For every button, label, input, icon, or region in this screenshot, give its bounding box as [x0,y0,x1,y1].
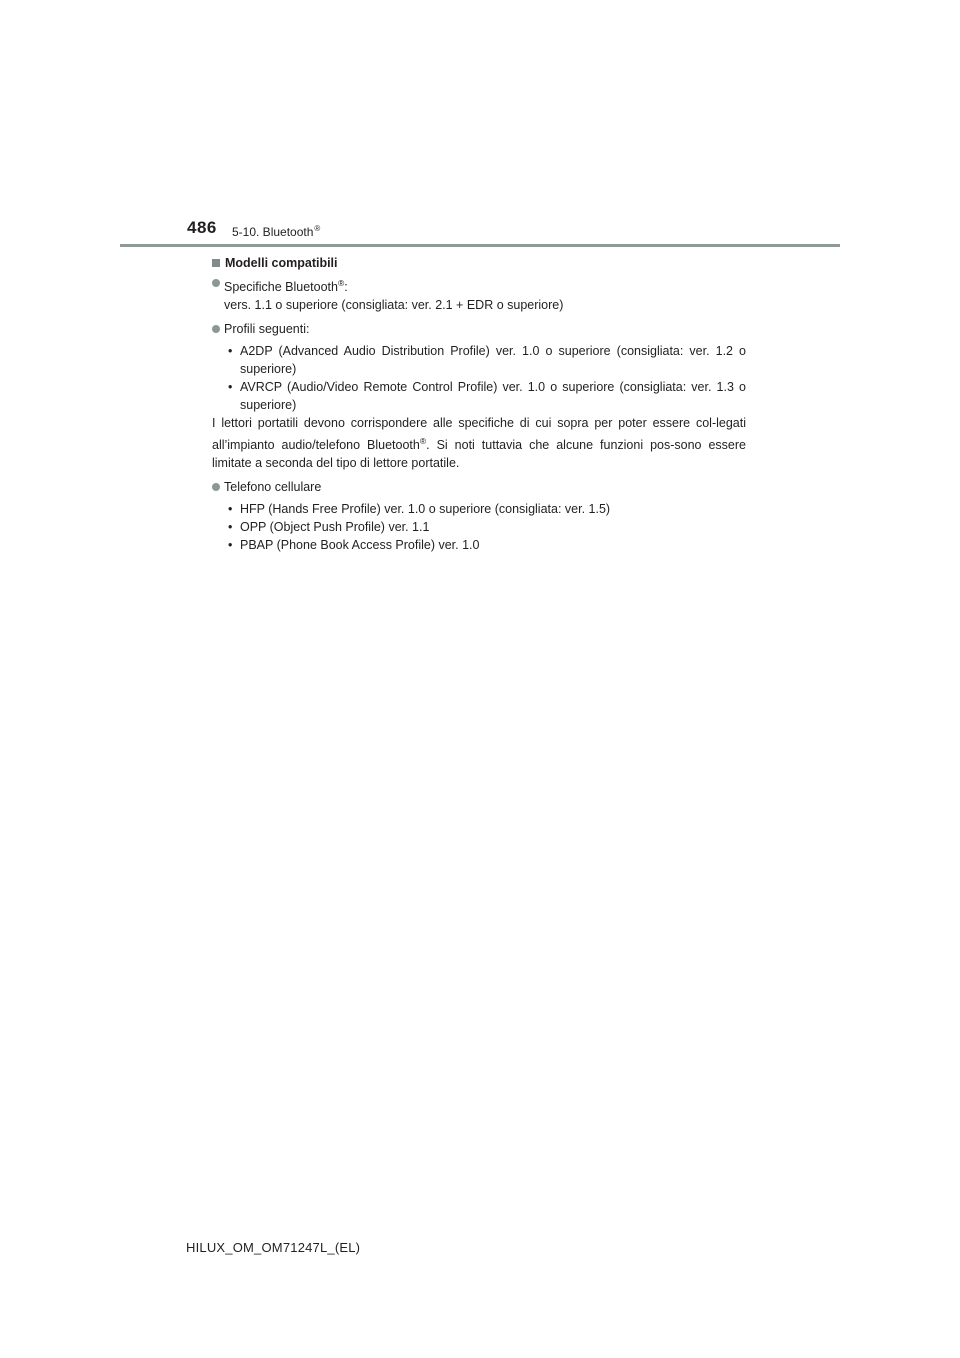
header-rule [120,244,840,247]
circle-bullet-icon [212,483,220,491]
document-code: HILUX_OM_OM71247L_(EL) [186,1240,361,1255]
circle-bullet-icon [212,325,220,333]
list-item-text: PBAP (Phone Book Access Profile) ver. 1.0 [240,538,480,552]
phone-label: Telefono cellulare [224,480,322,494]
registered-mark: ® [314,224,321,233]
dot-bullet-icon: • [228,520,233,534]
page-number: 486 [187,218,217,237]
section-heading-text: Modelli compatibili [225,256,338,270]
phone-profiles-list [228,500,746,554]
list-item [228,342,746,378]
list-item-text: HFP (Hands Free Profile) ver. 1.0 o superiore (consigliata: ver. 1.5) [240,502,611,516]
section-heading [212,254,746,272]
list-item-text: AVRCP (Audio/Video Remote Control Profile) ver. 1.0 o superiore (consigliata: ver. 1.3 o superiore) [240,380,746,412]
list-item [228,518,746,536]
profiles-list [228,342,746,414]
spec-item [212,274,746,314]
phone-item [212,478,746,496]
spec-label-suffix: : [344,280,348,294]
spec-text [224,274,746,314]
note-text-1: I lettori portatili devono corrispondere alle specifiche di cui sopra per poter essere col-legati all’impianto audio/telefono Bluetooth [212,416,746,452]
list-item [228,500,746,518]
dot-bullet-icon: • [228,380,233,394]
profiles-item [212,320,746,338]
section-title-text: 5-10. Bluetooth [232,225,314,239]
square-bullet-icon [212,259,220,267]
note-text-2: . Si noti tuttavia che alcune funzioni pos-sono essere limitate a seconda del tipo di lettore portatile. [212,438,747,470]
section-title [232,224,320,239]
dot-bullet-icon: • [228,538,233,552]
list-item [228,536,746,554]
list-item [228,378,746,414]
spec-label: Specifiche Bluetooth [224,280,338,294]
spec-detail: vers. 1.1 o superiore (consigliata: ver. 2.1 + EDR o superiore) [224,298,564,312]
list-item-text: A2DP (Advanced Audio Distribution Profile) ver. 1.0 o superiore (consigliata: ver. 1.2 o superiore) [240,344,746,376]
profiles-label: Profili seguenti: [224,322,310,336]
list-item-text: OPP (Object Push Profile) ver. 1.1 [240,520,430,534]
dot-bullet-icon: • [228,344,233,358]
page-content [212,254,746,554]
registered-mark: ® [419,436,427,446]
circle-bullet-icon [212,279,220,287]
note-paragraph [212,414,746,472]
dot-bullet-icon: • [228,502,233,516]
registered-mark: ® [337,278,345,288]
